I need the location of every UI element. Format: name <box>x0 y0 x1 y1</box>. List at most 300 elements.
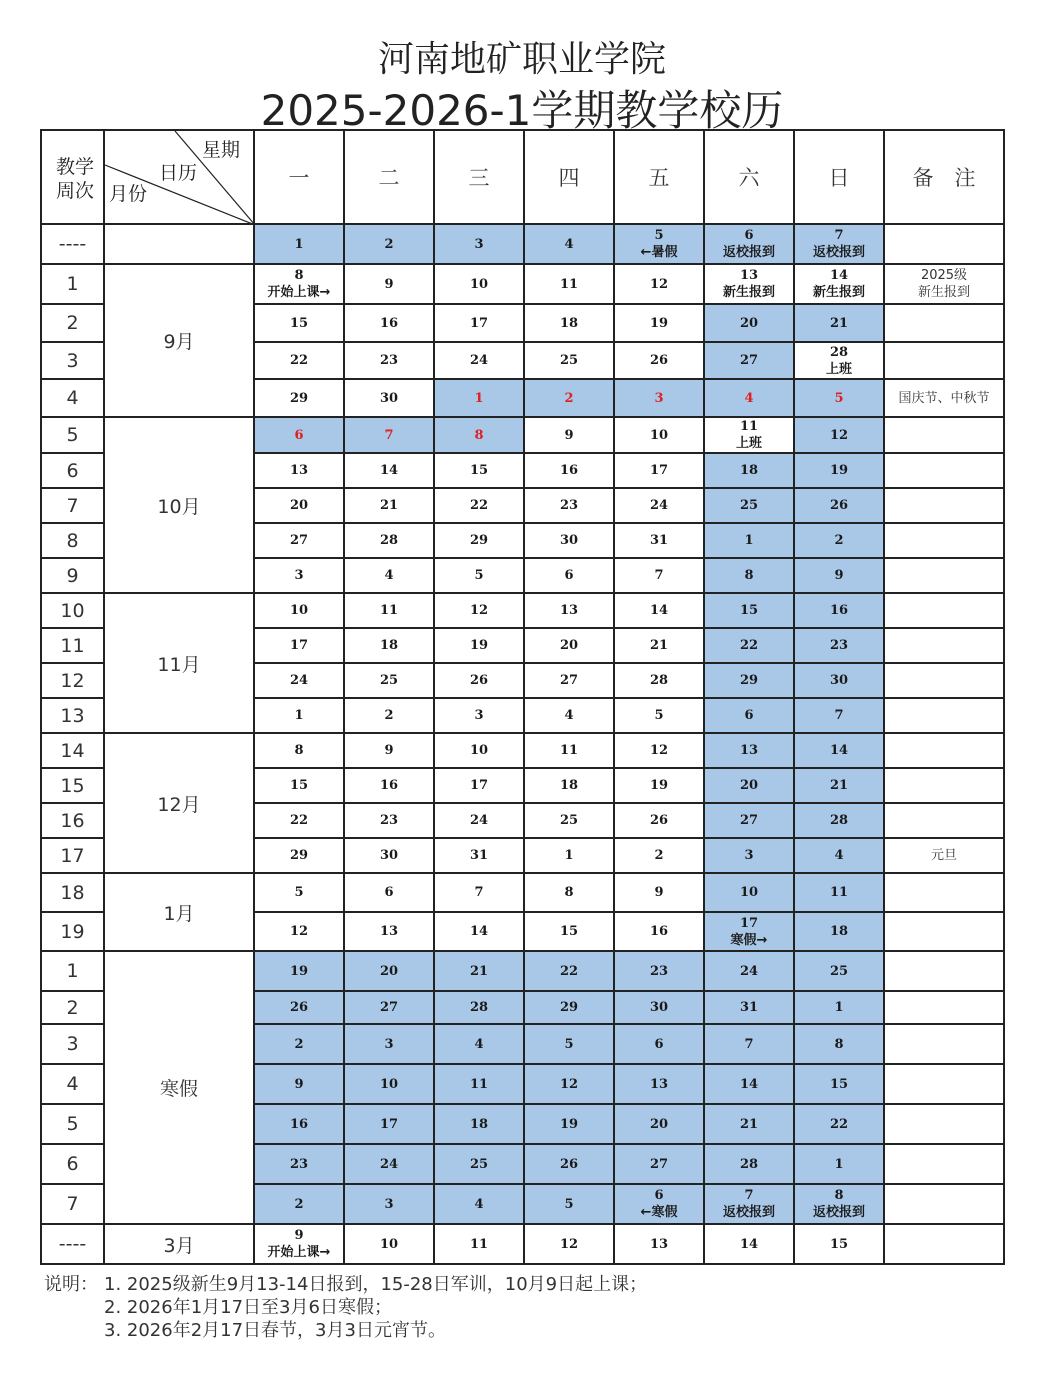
day-number: 29 <box>289 390 309 406</box>
day-number: 6 <box>654 1036 664 1052</box>
day-number: 21 <box>829 778 849 793</box>
day-cell <box>704 1104 794 1144</box>
day-number: 30 <box>829 673 849 688</box>
day-number: 16 <box>559 463 579 478</box>
day-number: 21 <box>649 638 669 653</box>
day-cell <box>254 951 344 991</box>
day-cell <box>254 417 344 453</box>
day-number: 16 <box>829 603 849 618</box>
day-note: 开始上课→ <box>267 285 331 300</box>
day-number: 31 <box>739 1000 759 1015</box>
week-row <box>41 873 1004 912</box>
day-cell <box>614 342 704 379</box>
day-number: 6 <box>384 885 394 900</box>
day-number: 22 <box>829 1116 849 1132</box>
day-number: 14 <box>739 1236 759 1252</box>
day-number: 18 <box>559 778 579 793</box>
day-cell <box>254 1064 344 1104</box>
day-cell <box>614 1184 704 1224</box>
day-cell <box>794 1064 884 1104</box>
day-number: 13 <box>379 924 399 939</box>
day-cell <box>794 558 884 593</box>
day-number: 28 <box>469 1000 489 1015</box>
day-number: 25 <box>469 1156 489 1172</box>
week-number: ---- <box>41 1224 104 1264</box>
day-cell <box>254 304 344 342</box>
day-cell <box>344 733 434 768</box>
day-cell <box>434 768 524 803</box>
day-number: 26 <box>649 353 669 368</box>
day-number: 25 <box>739 498 759 513</box>
remark-cell <box>884 224 1004 264</box>
day-number: 4 <box>384 568 394 583</box>
week-number: 5 <box>41 1104 104 1144</box>
week-number: 2 <box>41 304 104 342</box>
day-cell <box>794 1144 884 1184</box>
day-cell <box>614 523 704 558</box>
day-cell <box>704 453 794 488</box>
day-number: 29 <box>289 848 309 863</box>
day-number: 23 <box>289 1156 309 1172</box>
month-cell: 9月 <box>104 264 254 417</box>
remark-cell <box>884 1184 1004 1224</box>
week-number: 11 <box>41 628 104 663</box>
day-cell <box>614 488 704 523</box>
day-header-fri: 五 <box>614 130 704 224</box>
day-header-tue: 二 <box>344 130 434 224</box>
day-number: 28 <box>829 813 849 828</box>
day-cell <box>794 379 884 417</box>
day-cell <box>524 838 614 873</box>
day-cell <box>434 1224 524 1264</box>
day-number: 14 <box>469 924 489 939</box>
day-number: 9 <box>384 743 394 758</box>
day-cell <box>794 264 884 304</box>
remark-cell <box>884 453 1004 488</box>
day-number: 19 <box>559 1116 579 1132</box>
day-cell <box>794 488 884 523</box>
day-number: 27 <box>649 1156 669 1172</box>
day-cell <box>344 379 434 417</box>
day-cell <box>254 1184 344 1224</box>
day-cell <box>344 1184 434 1224</box>
day-cell <box>254 838 344 873</box>
day-note: 新生报到 <box>722 285 775 300</box>
day-cell <box>794 453 884 488</box>
week-number: 1 <box>41 264 104 304</box>
day-number: 30 <box>379 848 399 863</box>
day-number: 19 <box>829 463 849 478</box>
week-number: 14 <box>41 733 104 768</box>
day-cell <box>524 768 614 803</box>
day-number: 24 <box>289 673 309 688</box>
day-cell <box>344 342 434 379</box>
day-number: 15 <box>739 603 759 618</box>
day-number: 12 <box>649 276 669 292</box>
day-cell <box>434 593 524 628</box>
day-number: 1 <box>834 1156 844 1172</box>
day-number: 11 <box>469 1236 489 1252</box>
day-cell <box>614 803 704 838</box>
day-number: 4 <box>564 236 574 252</box>
week-number: 18 <box>41 873 104 912</box>
day-number: 27 <box>379 1000 399 1015</box>
day-number: 24 <box>649 498 669 513</box>
remark-cell: 2025级 新生报到 <box>884 264 1004 304</box>
day-cell <box>344 628 434 663</box>
day-number: 8 <box>564 885 574 900</box>
day-number: 7 <box>834 228 844 243</box>
week-number: 6 <box>41 453 104 488</box>
day-number: 25 <box>829 963 849 979</box>
day-cell <box>704 628 794 663</box>
note-line: 3. 2026年2月17日春节，3月3日元宵节。 <box>104 1320 446 1341</box>
day-number: 2 <box>384 236 394 252</box>
day-number: 10 <box>289 603 309 618</box>
day-number: 26 <box>829 498 849 513</box>
day-cell <box>434 224 524 264</box>
day-cell <box>794 663 884 698</box>
day-number: 4 <box>564 708 574 723</box>
day-cell <box>344 873 434 912</box>
day-number: 7 <box>834 708 844 723</box>
week-header-label: 教学周次 <box>55 156 94 202</box>
day-number: 1 <box>744 533 754 548</box>
day-cell <box>524 698 614 733</box>
day-cell <box>434 342 524 379</box>
day-number: 24 <box>379 1156 399 1172</box>
week-row <box>41 264 1004 304</box>
week-number: 4 <box>41 379 104 417</box>
day-cell <box>614 1024 704 1064</box>
day-number: 2 <box>834 533 844 548</box>
day-cell <box>524 453 614 488</box>
week-number: 12 <box>41 663 104 698</box>
day-cell <box>524 224 614 264</box>
day-cell <box>704 342 794 379</box>
day-cell <box>344 1104 434 1144</box>
day-note: 返校报到 <box>722 245 775 260</box>
day-cell <box>344 304 434 342</box>
day-cell <box>614 951 704 991</box>
day-cell <box>614 663 704 698</box>
day-cell <box>434 1144 524 1184</box>
day-number: 18 <box>829 924 849 939</box>
day-cell <box>794 912 884 951</box>
day-number: 11 <box>829 885 849 900</box>
month-cell: 1月 <box>104 873 254 951</box>
day-number: 19 <box>469 638 489 653</box>
day-number: 23 <box>379 813 399 828</box>
calendar-title: 2025-2026-1学期教学校历 <box>260 86 784 135</box>
day-number: 1 <box>294 236 304 252</box>
day-number: 30 <box>649 1000 669 1015</box>
day-number: 21 <box>469 963 489 979</box>
day-number: 10 <box>469 276 489 292</box>
day-number: 15 <box>829 1236 849 1252</box>
day-cell <box>614 558 704 593</box>
day-number: 5 <box>564 1196 574 1212</box>
day-number: 31 <box>469 848 489 863</box>
day-note: 新生报到 <box>812 285 865 300</box>
week-number: 8 <box>41 523 104 558</box>
day-number: 28 <box>829 344 849 360</box>
day-cell <box>434 1024 524 1064</box>
day-number: 2 <box>564 390 574 406</box>
day-number: 2 <box>384 708 394 723</box>
day-number: 20 <box>289 498 309 513</box>
day-cell <box>704 1024 794 1064</box>
day-cell <box>704 1224 794 1264</box>
day-cell <box>704 803 794 838</box>
header-row <box>41 130 1004 224</box>
day-cell <box>524 304 614 342</box>
remark-cell <box>884 1024 1004 1064</box>
day-number: 5 <box>654 708 664 723</box>
day-number: 11 <box>739 419 759 434</box>
day-number: 3 <box>654 390 664 406</box>
day-number: 3 <box>294 568 304 583</box>
day-number: 10 <box>649 427 669 443</box>
week-number: 7 <box>41 488 104 523</box>
day-cell <box>794 593 884 628</box>
day-number: 23 <box>379 353 399 368</box>
day-cell <box>344 838 434 873</box>
day-cell <box>344 768 434 803</box>
week-number: 1 <box>41 951 104 991</box>
day-number: 3 <box>744 848 754 863</box>
calendar-label: 日历 <box>159 162 198 184</box>
day-number: 6 <box>744 708 754 723</box>
day-cell <box>614 733 704 768</box>
note-line: 2. 2026年1月17日至3月6日寒假； <box>104 1297 392 1318</box>
day-number: 23 <box>649 963 669 979</box>
day-number: 24 <box>469 813 489 828</box>
day-number: 18 <box>379 638 399 653</box>
day-number: 19 <box>649 315 669 331</box>
day-number: 11 <box>559 743 579 758</box>
day-number: 17 <box>379 1116 399 1132</box>
remarks-header: 备 注 <box>884 130 1004 224</box>
day-cell <box>254 264 344 304</box>
day-number: 3 <box>474 236 484 252</box>
day-number: 5 <box>294 885 304 900</box>
day-number: 3 <box>384 1196 394 1212</box>
day-number: 24 <box>469 353 489 368</box>
day-cell <box>524 488 614 523</box>
diagonal-header <box>104 130 254 224</box>
day-number: 12 <box>559 1236 579 1252</box>
day-cell <box>254 1024 344 1064</box>
remark-cell <box>884 803 1004 838</box>
day-cell <box>524 873 614 912</box>
remark-cell <box>884 558 1004 593</box>
week-row <box>41 733 1004 768</box>
day-cell <box>524 803 614 838</box>
school-name: 河南地矿职业学院 <box>377 39 666 80</box>
week-number: 16 <box>41 803 104 838</box>
day-number: 18 <box>739 463 759 478</box>
day-number: 5 <box>834 390 844 406</box>
day-cell <box>434 838 524 873</box>
day-number: 6 <box>744 228 754 243</box>
day-number: 6 <box>564 568 574 583</box>
day-number: 10 <box>739 885 759 900</box>
day-number: 12 <box>289 924 309 939</box>
day-number: 15 <box>289 778 309 793</box>
day-cell <box>704 558 794 593</box>
day-cell <box>614 1104 704 1144</box>
day-number: 8 <box>294 268 304 283</box>
week-number: 17 <box>41 838 104 873</box>
day-number: 7 <box>744 1188 754 1203</box>
day-number: 17 <box>649 463 669 478</box>
day-cell <box>434 1064 524 1104</box>
day-cell <box>344 417 434 453</box>
day-cell <box>344 558 434 593</box>
day-cell <box>344 523 434 558</box>
day-number: 15 <box>289 315 309 331</box>
day-number: 14 <box>739 1076 759 1092</box>
week-number: 4 <box>41 1064 104 1104</box>
week-number: 3 <box>41 1024 104 1064</box>
month-cell <box>104 224 254 264</box>
day-header-sat: 六 <box>704 130 794 224</box>
day-header-thu: 四 <box>524 130 614 224</box>
day-cell <box>794 304 884 342</box>
remark-cell <box>884 912 1004 951</box>
remark-cell <box>884 488 1004 523</box>
day-cell <box>794 1184 884 1224</box>
day-cell <box>794 803 884 838</box>
day-number: 27 <box>289 533 309 548</box>
day-number: 20 <box>379 963 399 979</box>
day-number: 8 <box>474 427 484 443</box>
week-number: 5 <box>41 417 104 453</box>
day-number: 9 <box>654 885 664 900</box>
remark-cell <box>884 304 1004 342</box>
day-number: 17 <box>739 915 759 931</box>
day-cell <box>524 1184 614 1224</box>
day-cell <box>614 1144 704 1184</box>
day-cell <box>434 453 524 488</box>
day-cell <box>524 523 614 558</box>
week-row <box>41 593 1004 628</box>
week-number: 2 <box>41 991 104 1024</box>
day-cell <box>344 224 434 264</box>
day-number: 7 <box>384 427 394 443</box>
week-number: 9 <box>41 558 104 593</box>
day-cell <box>254 224 344 264</box>
weekday-label: 星期 <box>202 139 241 161</box>
day-cell <box>794 951 884 991</box>
day-cell <box>434 304 524 342</box>
week-row <box>41 951 1004 991</box>
day-cell <box>614 1064 704 1104</box>
day-cell <box>254 663 344 698</box>
day-cell <box>434 488 524 523</box>
day-cell <box>704 698 794 733</box>
day-cell <box>794 1024 884 1064</box>
day-cell <box>704 1144 794 1184</box>
day-number: 17 <box>469 778 489 793</box>
day-number: 9 <box>564 427 574 443</box>
day-number: 9 <box>294 1228 304 1243</box>
day-cell <box>434 991 524 1024</box>
day-cell <box>704 379 794 417</box>
day-cell <box>254 628 344 663</box>
day-cell <box>794 628 884 663</box>
day-number: 8 <box>834 1188 844 1203</box>
day-cell <box>524 991 614 1024</box>
day-cell <box>344 488 434 523</box>
day-cell <box>434 912 524 951</box>
day-note: 返校报到 <box>722 1205 775 1220</box>
day-number: 15 <box>829 1076 849 1092</box>
day-number: 7 <box>744 1036 754 1052</box>
day-cell <box>794 417 884 453</box>
day-number: 28 <box>649 673 669 688</box>
day-cell <box>704 593 794 628</box>
day-cell <box>614 453 704 488</box>
week-number: ---- <box>41 224 104 264</box>
day-number: 14 <box>829 268 849 283</box>
day-number: 28 <box>379 533 399 548</box>
day-number: 11 <box>559 276 579 292</box>
day-number: 14 <box>379 463 399 478</box>
remark-cell <box>884 1144 1004 1184</box>
day-cell <box>524 733 614 768</box>
day-number: 8 <box>294 743 304 758</box>
week-number: 13 <box>41 698 104 733</box>
day-cell <box>524 951 614 991</box>
day-note: 上班 <box>825 361 852 377</box>
remark-cell <box>884 593 1004 628</box>
day-number: 26 <box>559 1156 579 1172</box>
day-cell <box>704 951 794 991</box>
day-number: 13 <box>649 1236 669 1252</box>
day-number: 27 <box>559 673 579 688</box>
week-row <box>41 1224 1004 1264</box>
week-number: 6 <box>41 1144 104 1184</box>
remark-cell <box>884 768 1004 803</box>
day-cell <box>344 593 434 628</box>
day-cell <box>434 628 524 663</box>
day-number: 6 <box>294 427 304 443</box>
day-cell <box>794 873 884 912</box>
day-cell <box>794 698 884 733</box>
day-cell <box>614 304 704 342</box>
day-number: 26 <box>469 673 489 688</box>
day-cell <box>254 768 344 803</box>
day-cell <box>704 873 794 912</box>
week-number: 19 <box>41 912 104 951</box>
week-number: 3 <box>41 342 104 379</box>
day-number: 21 <box>829 315 849 331</box>
remark-cell <box>884 698 1004 733</box>
calendar-table <box>40 129 1005 1265</box>
day-number: 3 <box>474 708 484 723</box>
day-cell <box>434 379 524 417</box>
week-row <box>41 417 1004 453</box>
day-header-wed: 三 <box>434 130 524 224</box>
day-cell <box>704 1064 794 1104</box>
remark-cell <box>884 523 1004 558</box>
day-number: 4 <box>474 1036 484 1052</box>
day-cell <box>254 488 344 523</box>
day-number: 20 <box>559 638 579 653</box>
day-number: 29 <box>559 1000 579 1015</box>
